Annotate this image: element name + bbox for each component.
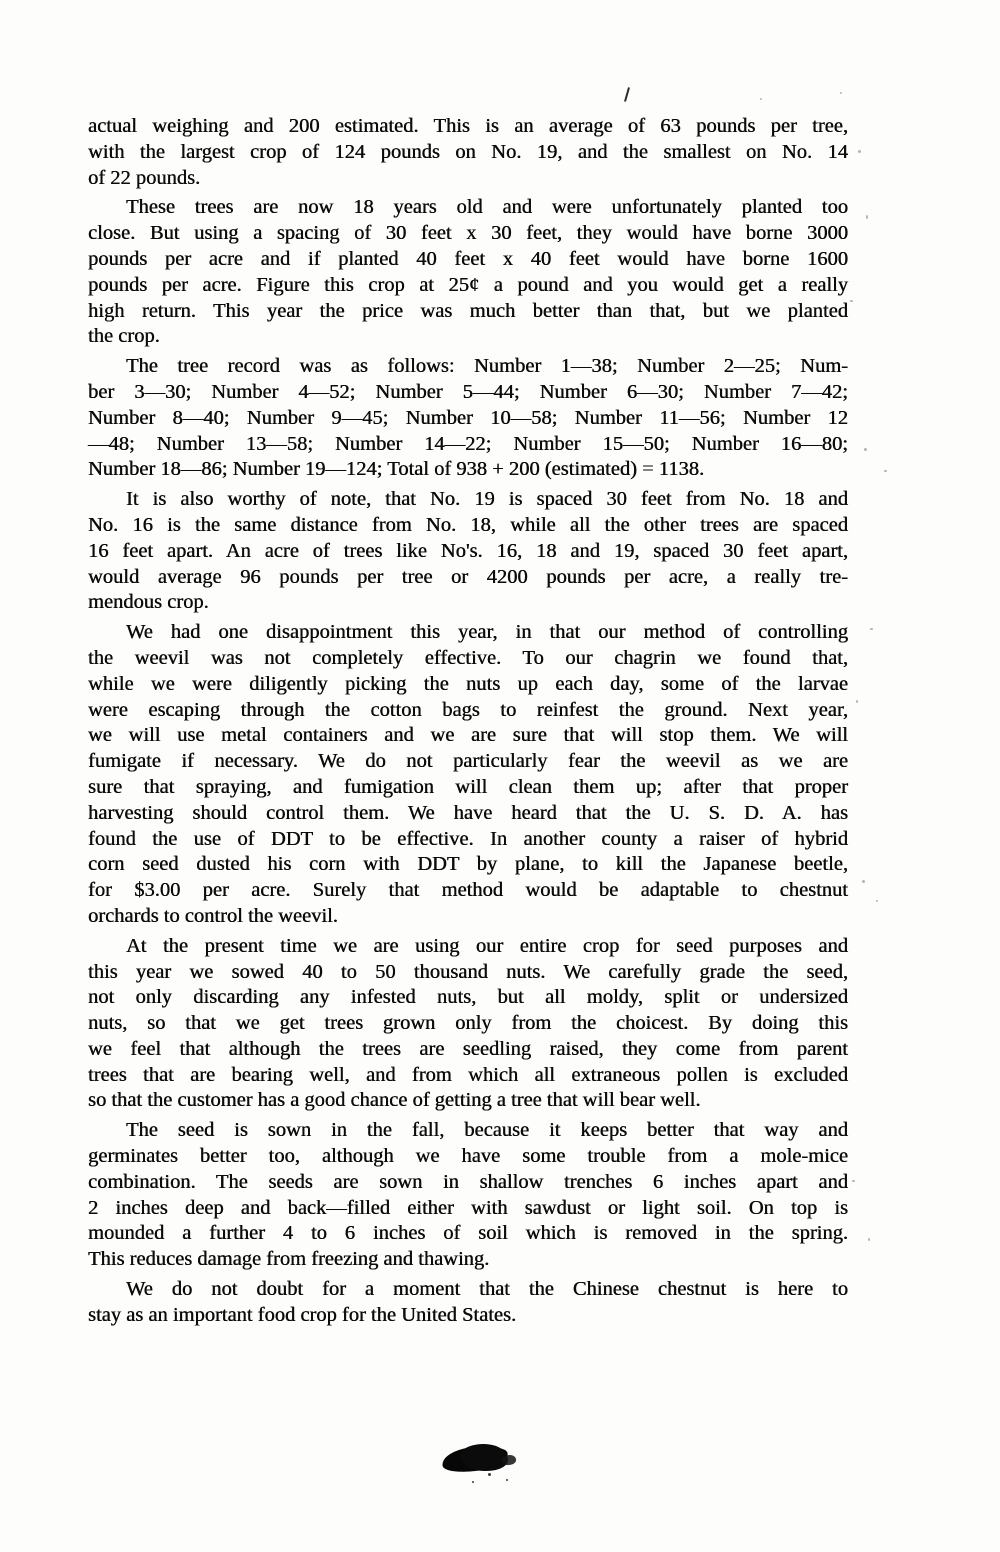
- text-line: ber 3—30; Number 4—52; Number 5—44; Number 6—30; Number 7—42;: [88, 380, 848, 403]
- scan-speckle: [866, 215, 868, 219]
- text-line: of 22 pounds.: [88, 166, 201, 189]
- text-line: We had one disappointment this year, in that our method of controlling: [126, 621, 848, 644]
- text-line: sure that spraying, and fumigation will clean them up; after that proper: [88, 775, 848, 798]
- text-block: [88, 114, 848, 1333]
- text-line: with the largest crop of 124 pounds on No. 19, and the smallest on No. 14: [88, 140, 848, 163]
- text-line: At the present time we are using our entire crop for seed purposes and: [126, 934, 848, 957]
- paragraph: [88, 195, 848, 350]
- paragraph: [88, 1277, 848, 1329]
- paragraph: [88, 934, 848, 1115]
- text-line: the weevil was not completely effective. To our chagrin we found that,: [88, 646, 848, 669]
- ink-smudge-dot: [472, 1481, 474, 1483]
- text-line: germinates better too, although we have some trouble from a mole-mice: [88, 1145, 848, 1168]
- text-line: high return. This year the price was much better than that, but we planted: [88, 299, 848, 322]
- text-line: 16 feet apart. An acre of trees like No's. 16, 18 and 19, spaced 30 feet apart,: [88, 539, 848, 562]
- text-line: this year we sowed 40 to 50 thousand nuts. We carefully grade the seed,: [88, 960, 848, 983]
- paragraph: [88, 487, 848, 616]
- scan-speckle: [862, 880, 865, 883]
- text-line: These trees are now 18 years old and were unfortunately planted too: [126, 196, 848, 219]
- text-line: pounds per acre. Figure this crop at 25¢ a pound and you would get a really: [88, 273, 848, 296]
- scan-speckle: [840, 92, 842, 94]
- scan-speckle: [852, 1180, 855, 1182]
- scan-speckle: [884, 470, 887, 472]
- text-line: close. But using a spacing of 30 feet x 30 feet, they would have borne 3000: [88, 222, 848, 245]
- text-line: We do not doubt for a moment that the Chinese chestnut is here to: [126, 1278, 848, 1301]
- text-line: The seed is sown in the fall, because it keeps better that way and: [126, 1119, 848, 1142]
- scan-speckle: [858, 150, 861, 153]
- text-line: harvesting should control them. We have heard that the U. S. D. A. has: [88, 801, 848, 824]
- text-line: This reduces damage from freezing and thawing.: [88, 1248, 490, 1271]
- text-line: Number 8—40; Number 9—45; Number 10—58; Number 11—56; Number 12: [88, 406, 848, 429]
- scan-speckle: [876, 900, 878, 902]
- text-line: The tree record was as follows: Number 1—38; Number 2—25; Num-: [126, 355, 848, 378]
- text-line: mounded a further 4 to 6 inches of soil which is removed in the spring.: [88, 1222, 848, 1245]
- text-line: corn seed dusted his corn with DDT by plane, to kill the Japanese beetle,: [88, 853, 848, 876]
- text-line: pounds per acre and if planted 40 feet x 40 feet would have borne 1600: [88, 247, 848, 270]
- scan-speckle: [870, 628, 873, 630]
- scan-speckle: [864, 448, 867, 451]
- text-line: —48; Number 13—58; Number 14—22; Number 15—50; Number 16—80;: [88, 432, 848, 455]
- text-line: No. 16 is the same distance from No. 18, while all the other trees are spaced: [88, 513, 848, 536]
- text-line: for $3.00 per acre. Surely that method would be adaptable to chestnut: [88, 879, 848, 902]
- text-line: nuts, so that we get trees grown only from the choicest. By doing this: [88, 1012, 848, 1035]
- text-line: It is also worthy of note, that No. 19 is spaced 30 feet from No. 18 and: [126, 488, 848, 511]
- text-line: the crop.: [88, 325, 160, 348]
- ink-smudge-blob: [501, 1454, 517, 1467]
- text-line: Number 18—86; Number 19—124; Total of 938 + 200 (estimated) = 1138.: [88, 458, 705, 481]
- text-line: would average 96 pounds per tree or 4200 pounds per acre, a really tre-: [88, 565, 848, 588]
- scan-speckle: [760, 98, 762, 100]
- text-line: while we were diligently picking the nuts up each day, some of the larvae: [88, 672, 848, 695]
- scan-speckle: [868, 1238, 870, 1241]
- paragraph: [88, 354, 848, 483]
- stray-ink-mark: [624, 87, 630, 102]
- page-number-ink-smudge: [440, 1441, 530, 1487]
- ink-smudge-dot: [506, 1479, 508, 1481]
- text-line: 2 inches deep and back—filled either with sawdust or light soil. On top is: [88, 1196, 848, 1219]
- text-line: so that the customer has a good chance of getting a tree that will bear well.: [88, 1089, 701, 1112]
- text-line: orchards to control the weevil.: [88, 904, 338, 927]
- text-line: not only discarding any infested nuts, but all moldy, split or undersized: [88, 986, 848, 1009]
- text-line: mendous crop.: [88, 591, 209, 614]
- ink-smudge-dot: [488, 1473, 491, 1476]
- text-line: stay as an important food crop for the United States.: [88, 1303, 517, 1326]
- text-line: were escaping through the cotton bags to reinfest the ground. Next year,: [88, 698, 848, 721]
- text-line: we will use metal containers and we are sure that will stop them. We will: [88, 724, 848, 747]
- text-line: combination. The seeds are sown in shallow trenches 6 inches apart and: [88, 1170, 848, 1193]
- paragraph: [88, 114, 848, 191]
- paragraph: [88, 620, 848, 930]
- text-line: fumigate if necessary. We do not particularly fear the weevil as we are: [88, 750, 848, 773]
- paragraph: [88, 1118, 848, 1273]
- text-line: trees that are bearing well, and from which all extraneous pollen is excluded: [88, 1063, 848, 1086]
- text-line: found the use of DDT to be effective. In another county a raiser of hybrid: [88, 827, 848, 850]
- text-line: we feel that although the trees are seedling raised, they come from parent: [88, 1037, 848, 1060]
- scan-speckle: [850, 300, 853, 302]
- text-line: actual weighing and 200 estimated. This is an average of 63 pounds per tree,: [88, 115, 848, 137]
- scan-speckle: [856, 700, 858, 703]
